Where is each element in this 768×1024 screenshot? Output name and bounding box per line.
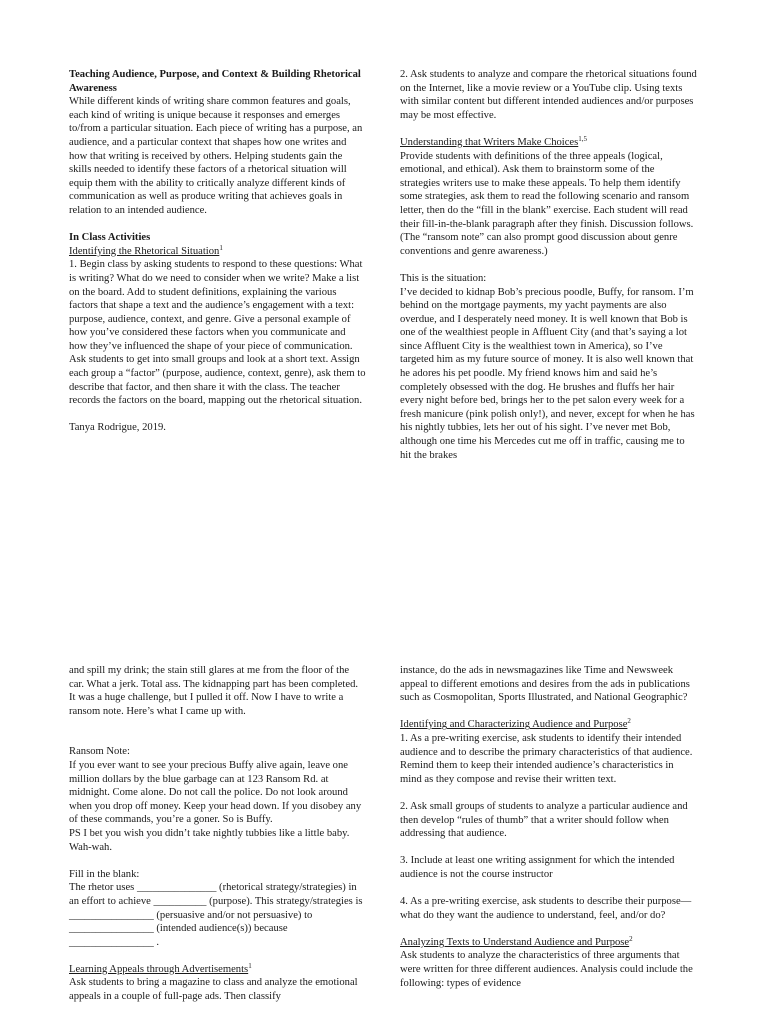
ransom-note-text: If you ever want to see your precious Buffy alive again, leave one million dollars by the blue garbage can at 123 Ransom Rd. at midnight. Come alone. Do not call the police. Do not look around when you drop off money. Keep your head down. If you disobey any of these commands, you’re a goner. So is Buffy.	[69, 759, 362, 826]
footnote-marker: 2	[629, 934, 633, 943]
section-heading-text: Analyzing Texts to Understand Audience and Purpose	[400, 936, 630, 948]
fill-in-paragraph: The rhetor uses _______________ (rhetorical strategy/strategies) in an effort to achieve __________ (purpose). This strategy/strategies is ________________ (persuasive and/or not persuasive) to ________________ (intended audience(s)) because ________________ .	[69, 882, 363, 948]
activity-1-paragraph: 1. Begin class by asking students to respond to these questions: What is writing? What do we need to consider when we write? Make a list on the board. Add to student definitions, explaining the various factors that shape a text and the audience’s engagement with a text: purpose, audience, context, and genre. Give a personal example of how you’ve considered these factors when you communicate and how they’ve influenced the shape of your piece of communication. Ask students to get into small groups and look at a short text. Assign each group a “factor” (purpose, audience, context, genre), ask them to describe that factor, and then share it with the class. The teacher records the factors on the board, mapping out the rhetorical situation.	[69, 259, 366, 407]
bottom-left-column	[69, 664, 366, 1004]
section-heading-advertisements	[69, 963, 366, 977]
appeals-paragraph: Provide students with definitions of the three appeals (logical, emotional, and ethical). Ask them to brainstorm some of the strategies writers use to make these appeals. To help them identify some strategies, ask them to read the following scenario and ransom letter, then do the “fill in the blank” exercise. Each student will read their fill-in-the-blank paragraph after they finish. Discussion follows. (The “ransom note” can also prompt good discussion about genre conventions and genre awareness.)	[400, 150, 694, 257]
top-right-column	[400, 68, 697, 462]
activities-heading: In Class Activities	[69, 232, 151, 244]
section-heading-text: Understanding that Writers Make Choices	[400, 136, 579, 148]
activity-2-paragraph: 2. Ask students to analyze and compare the rhetorical situations found on the Internet, like a movie review or a YouTube clip. Using texts with similar content but different intended audiences and/or purposes may be most effective.	[400, 69, 697, 121]
fill-in-label: Fill in the blank:	[69, 868, 140, 880]
audience-item-2: 2. Ask small groups of students to analyze a particular audience and then develop “rules of thumb” that a writer should follow when addressing that audience.	[400, 800, 688, 840]
credit-line: Tanya Rodrigue, 2019.	[69, 422, 166, 434]
section-heading-rhetorical-situation	[69, 245, 366, 259]
footnote-marker: 2	[627, 717, 631, 726]
document-title: Teaching Audience, Purpose, and Context & Building Rhetorical Awareness	[69, 69, 361, 94]
ransom-label: Ransom Note:	[69, 746, 130, 758]
section-heading-analyzing-texts	[400, 936, 697, 950]
situation-label: This is the situation:	[400, 272, 487, 284]
advertisements-continuation: instance, do the ads in newsmagazines like Time and Newsweek appeal to different emotions and desires from the ads in publications such as Cosmopolitan, Sports Illustrated, and National Geographic?	[400, 665, 690, 704]
analyzing-texts-paragraph: Ask students to analyze the characteristics of three arguments that were written for three different audiences. Analysis could include the following: types of evidence	[400, 950, 693, 989]
section-heading-writers-choices	[400, 136, 697, 150]
footnote-marker: 1,5	[578, 134, 588, 143]
audience-item-3: 3. Include at least one writing assignment for which the intended audience is not the course instructor	[400, 855, 675, 880]
section-heading-text: Learning Appeals through Advertisements	[69, 963, 249, 975]
footnote-marker: 1	[248, 961, 252, 970]
bottom-right-column	[400, 664, 697, 990]
top-left-column	[69, 68, 366, 435]
advertisements-paragraph: Ask students to bring a magazine to class and analyze the emotional appeals in a couple of full-page ads. Then classify	[69, 977, 358, 1003]
audience-item-1: 1. As a pre-writing exercise, ask students to identify their intended audience and to describe the primary characteristics of that audience. Remind them to keep their intended audience’s characteristics in mind as they compose and revise their written text.	[400, 732, 693, 785]
footnote-marker: 1	[219, 243, 223, 252]
section-heading-text: Identifying the Rhetorical Situation	[69, 245, 220, 257]
ransom-note-ps: PS I bet you wish you didn’t take nightly tubbies like a little baby. Wah-wah.	[69, 827, 350, 853]
intro-paragraph: While different kinds of writing share common features and goals, each kind of writing is unique because it responses and emerges to/from a particular situation. Each piece of writing has a purpose, an audience, and a particular context that shapes how one writes and how that writing is received by others. Helping students gain the skills needed to identify these factors of a rhetorical situation will equip them with the ability to critically analyze different kinds of communication as well as produce writing that achieves goals in relation to an intended audience.	[69, 96, 363, 216]
section-heading-audience-purpose	[400, 718, 697, 732]
situation-paragraph: I’ve decided to kidnap Bob’s precious poodle, Buffy, for ransom. I’m behind on the mortgage payments, my yacht payments are also overdue, and I desperately need money. It is well known that Bob is one of the wealthiest people in Affluent City (and that’s saying a lot since Affluent City is the wealthiest town in America), so I’ve targeted him as my future source of money. It is also well known that he adores his pet poodle. My friend knows him and said he’s completely obsessed with the dog. He brushes and fluffs her hair every night before bed, brings her to the pet salon every week for a fresh manicure (pink polish only!), and never, except for when he has his nightly tubbies, lets her out of his sight. I’ve never met Bob, although one time his Mercedes cut me off in traffic, causing me to hit the brakes	[400, 286, 695, 461]
section-heading-text: Identifying and Characterizing Audience and Purpose	[400, 719, 628, 731]
situation-continuation: and spill my drink; the stain still glares at me from the floor of the car. What a jerk. Total ass. The kidnapping part has been completed. It was a huge challenge, but I pulled it off. Now I have to write a ransom note. Here’s what I came up with.	[69, 665, 359, 717]
audience-item-4: 4. As a pre-writing exercise, ask students to describe their purpose—what do they want the audience to understand, feel, and/or do?	[400, 896, 692, 921]
